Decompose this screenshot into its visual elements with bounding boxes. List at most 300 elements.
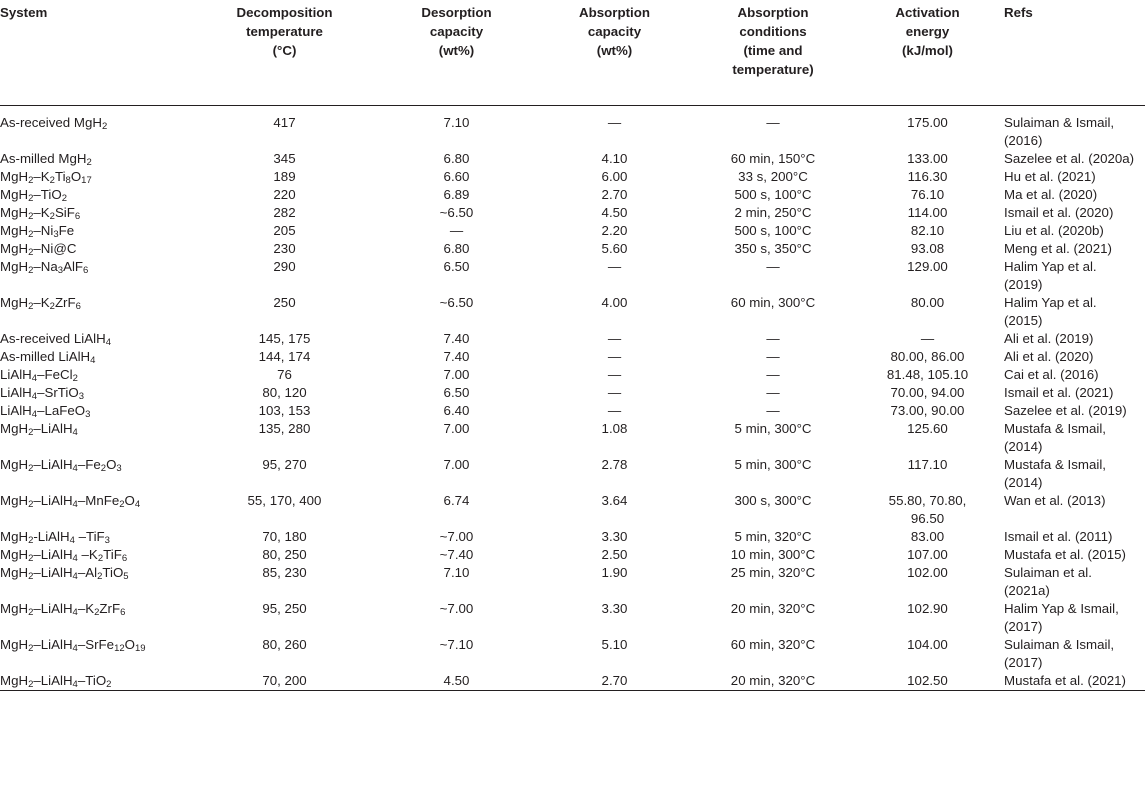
cell-absorption-conditions: 500 s, 100°C bbox=[734, 222, 812, 238]
formula-subscript: 2 bbox=[49, 174, 55, 186]
cell-reference bbox=[996, 384, 1145, 402]
cell-system bbox=[0, 258, 198, 294]
formula-subscript: 4 bbox=[72, 498, 78, 510]
formula-text: As-received LiAlH bbox=[0, 330, 106, 346]
formula-text: O bbox=[106, 456, 117, 472]
formula-subscript: 19 bbox=[134, 642, 146, 654]
formula-subscript: 3 bbox=[53, 228, 59, 240]
formula-text: MgH bbox=[0, 186, 29, 202]
cell-line: (2021a) bbox=[1004, 582, 1050, 598]
formula-subscript: 2 bbox=[28, 552, 34, 564]
formula-subscript: 2 bbox=[28, 264, 34, 276]
formula-text: MgH bbox=[0, 258, 29, 274]
formula-text: –LiAlH bbox=[33, 672, 73, 688]
cell-decomposition-temperature: 76 bbox=[277, 366, 292, 382]
cell-desorption-capacity: 7.40 bbox=[443, 348, 470, 364]
formula-text: Fe bbox=[58, 222, 75, 238]
cell-decomposition-temperature: 145, 175 bbox=[258, 330, 311, 346]
formula-text: –LiAlH bbox=[33, 564, 73, 580]
formula-subscript: 4 bbox=[72, 678, 78, 690]
cell-line: — bbox=[920, 330, 935, 346]
formula-text: –Na bbox=[33, 258, 58, 274]
header-line: energy bbox=[905, 24, 950, 39]
cell-reference bbox=[996, 402, 1145, 420]
cell-reference bbox=[996, 564, 1145, 600]
cell-line: 117.10 bbox=[907, 456, 948, 472]
formula-text: ZrF bbox=[54, 294, 76, 310]
header-line: (°C) bbox=[272, 43, 297, 58]
cell-activation-energy bbox=[859, 240, 996, 258]
cell-line: Ismail et al. (2011) bbox=[1004, 528, 1113, 544]
formula-text: –K bbox=[33, 294, 50, 310]
cell-reference bbox=[996, 546, 1145, 564]
formula-text: O bbox=[70, 168, 82, 184]
formula-subscript: 4 bbox=[134, 498, 141, 510]
cell-absorption-capacity: 5.10 bbox=[601, 636, 628, 652]
table-row bbox=[0, 600, 1145, 636]
cell-system bbox=[0, 384, 198, 402]
cell-line: 102.50 bbox=[907, 672, 948, 688]
cell-activation-energy bbox=[859, 672, 996, 691]
cell-absorption-conditions: 60 min, 150°C bbox=[730, 150, 816, 166]
cell-absorption-capacity: — bbox=[607, 258, 622, 274]
cell-decomposition-temperature: 80, 250 bbox=[262, 546, 307, 562]
cell-activation-energy bbox=[859, 564, 996, 600]
cell-activation-energy bbox=[859, 258, 996, 294]
cell-line: 81.48, 105.10 bbox=[886, 366, 969, 382]
cell-desorption-capacity: 6.40 bbox=[443, 402, 470, 418]
cell-line: Halim Yap et al. bbox=[1004, 294, 1097, 310]
cell-line: 80.00, 86.00 bbox=[890, 348, 965, 364]
cell-decomposition-temperature: 80, 260 bbox=[262, 636, 307, 652]
formula-text: –Fe bbox=[77, 456, 101, 472]
cell-line: 116.30 bbox=[907, 168, 948, 184]
header-desorption bbox=[371, 0, 542, 105]
formula-subscript: 2 bbox=[28, 210, 34, 222]
table-row bbox=[0, 546, 1145, 564]
formula-text: -LiAlH bbox=[33, 528, 70, 544]
cell-absorption-conditions: — bbox=[766, 366, 780, 382]
table-row bbox=[0, 636, 1145, 672]
formula-subscript: 2 bbox=[72, 372, 78, 384]
cell-reference bbox=[996, 600, 1145, 636]
cell-line: 93.08 bbox=[910, 240, 945, 256]
formula-subscript: 6 bbox=[75, 300, 81, 312]
formula-subscript: 2 bbox=[94, 606, 100, 618]
cell-reference bbox=[996, 222, 1145, 240]
table-row bbox=[0, 330, 1145, 348]
table-row bbox=[0, 222, 1145, 240]
table-row bbox=[0, 672, 1145, 691]
formula-text: LiAlH bbox=[0, 402, 32, 418]
formula-subscript: 3 bbox=[57, 264, 64, 276]
cell-decomposition-temperature: 85, 230 bbox=[262, 564, 307, 580]
cell-absorption-conditions: 5 min, 300°C bbox=[734, 420, 812, 436]
cell-line: 70.00, 94.00 bbox=[890, 384, 965, 400]
cell-line: Sulaiman et al. bbox=[1004, 564, 1092, 580]
cell-reference bbox=[996, 492, 1145, 528]
cell-decomposition-temperature: 70, 200 bbox=[262, 672, 307, 688]
cell-absorption-conditions: 10 min, 300°C bbox=[730, 546, 816, 562]
formula-subscript: 3 bbox=[85, 408, 91, 420]
table-row bbox=[0, 294, 1145, 330]
cell-absorption-conditions: — bbox=[766, 348, 780, 364]
table-row bbox=[0, 366, 1145, 384]
cell-activation-energy bbox=[859, 105, 996, 150]
cell-decomposition-temperature: 205 bbox=[273, 222, 296, 238]
formula-subscript: 2 bbox=[28, 606, 34, 618]
header-line: (kJ/mol) bbox=[902, 43, 953, 58]
formula-text: –K bbox=[33, 168, 50, 184]
cell-line: 107.00 bbox=[907, 546, 948, 562]
header-line: (wt%) bbox=[438, 43, 475, 58]
formula-text: –TiO bbox=[33, 186, 62, 202]
cell-system bbox=[0, 348, 198, 366]
formula-text: MgH bbox=[0, 168, 29, 184]
formula-text: –LiAlH bbox=[33, 546, 73, 562]
formula-text: As-milled MgH bbox=[0, 150, 87, 166]
formula-text: –K bbox=[33, 204, 50, 220]
header-line: Desorption bbox=[421, 5, 492, 20]
cell-line: 55.80, 70.80, bbox=[888, 492, 967, 508]
cell-activation-energy bbox=[859, 402, 996, 420]
formula-text: MgH bbox=[0, 528, 29, 544]
cell-line: Ma et al. (2020) bbox=[1004, 186, 1098, 202]
cell-system bbox=[0, 294, 198, 330]
cell-system bbox=[0, 204, 198, 222]
formula-subscript: 2 bbox=[49, 300, 55, 312]
cell-decomposition-temperature: 135, 280 bbox=[258, 420, 311, 436]
cell-absorption-capacity: 3.30 bbox=[601, 528, 628, 544]
formula-text: AlF bbox=[63, 258, 84, 274]
formula-text: MgH bbox=[0, 420, 29, 436]
cell-system bbox=[0, 402, 198, 420]
cell-decomposition-temperature: 95, 270 bbox=[262, 456, 307, 472]
formula-text: TiF bbox=[103, 546, 122, 562]
formula-subscript: 3 bbox=[78, 390, 84, 402]
cell-absorption-capacity: 2.50 bbox=[601, 546, 628, 562]
cell-system bbox=[0, 240, 198, 258]
table-row bbox=[0, 528, 1145, 546]
cell-absorption-capacity: 4.50 bbox=[601, 204, 628, 220]
formula-text: LiAlH bbox=[0, 384, 32, 400]
cell-line: Mustafa & Ismail, bbox=[1004, 456, 1106, 472]
cell-activation-energy bbox=[859, 222, 996, 240]
cell-absorption-capacity: 1.90 bbox=[601, 564, 628, 580]
formula-subscript: 2 bbox=[106, 678, 112, 690]
table-row bbox=[0, 402, 1145, 420]
cell-reference bbox=[996, 204, 1145, 222]
cell-desorption-capacity: 7.00 bbox=[443, 366, 470, 382]
cell-activation-energy bbox=[859, 186, 996, 204]
cell-absorption-capacity: — bbox=[607, 330, 622, 346]
cell-line: 96.50 bbox=[910, 510, 945, 526]
formula-text: –Al bbox=[77, 564, 98, 580]
cell-decomposition-temperature: 189 bbox=[273, 168, 296, 184]
cell-absorption-conditions: 20 min, 320°C bbox=[730, 600, 816, 616]
cell-desorption-capacity: 6.80 bbox=[443, 150, 470, 166]
cell-desorption-capacity: 6.50 bbox=[443, 384, 470, 400]
cell-reference bbox=[996, 672, 1145, 691]
header-line: Activation bbox=[895, 5, 960, 20]
cell-decomposition-temperature: 345 bbox=[273, 150, 296, 166]
cell-line: Halim Yap et al. bbox=[1004, 258, 1097, 274]
cell-reference bbox=[996, 105, 1145, 150]
cell-absorption-capacity: 4.10 bbox=[601, 150, 628, 166]
cell-absorption-conditions: — bbox=[766, 114, 780, 130]
formula-subscript: 12 bbox=[114, 642, 125, 654]
formula-text: MgH bbox=[0, 240, 29, 256]
cell-system bbox=[0, 105, 198, 150]
cell-decomposition-temperature: 250 bbox=[273, 294, 296, 310]
cell-desorption-capacity: 7.10 bbox=[443, 114, 470, 130]
cell-absorption-conditions: — bbox=[766, 330, 780, 346]
cell-line: Sulaiman & Ismail, bbox=[1004, 114, 1115, 130]
formula-subscript: 2 bbox=[28, 228, 34, 240]
cell-line: 133.00 bbox=[907, 150, 948, 166]
formula-text: –LaFeO bbox=[37, 402, 86, 418]
formula-subscript: 2 bbox=[28, 570, 34, 582]
formula-subscript: 2 bbox=[61, 192, 67, 204]
table-row bbox=[0, 384, 1145, 402]
cell-system bbox=[0, 420, 198, 456]
cell-line: Ismail et al. (2020) bbox=[1004, 204, 1114, 220]
cell-reference bbox=[996, 294, 1145, 330]
cell-absorption-conditions: 60 min, 300°C bbox=[730, 294, 816, 310]
cell-reference bbox=[996, 240, 1145, 258]
formula-text: –LiAlH bbox=[33, 600, 73, 616]
cell-line: 82.10 bbox=[910, 222, 945, 238]
header-line: capacity bbox=[429, 24, 484, 39]
formula-text: SiF bbox=[54, 204, 75, 220]
formula-text: –LiAlH bbox=[33, 420, 73, 436]
formula-subscript: 2 bbox=[28, 534, 34, 546]
formula-subscript: 4 bbox=[72, 462, 78, 474]
cell-activation-energy bbox=[859, 294, 996, 330]
cell-absorption-conditions: — bbox=[766, 258, 780, 274]
formula-text: MgH bbox=[0, 294, 29, 310]
header-conditions bbox=[687, 0, 859, 105]
cell-decomposition-temperature: 220 bbox=[273, 186, 296, 202]
cell-desorption-capacity: 6.89 bbox=[443, 186, 470, 202]
cell-absorption-capacity: 5.60 bbox=[601, 240, 628, 256]
cell-activation-energy bbox=[859, 366, 996, 384]
cell-desorption-capacity: 4.50 bbox=[443, 672, 470, 688]
cell-system bbox=[0, 222, 198, 240]
formula-text: –LiAlH bbox=[33, 636, 73, 652]
header-refs: Refs bbox=[1004, 5, 1033, 20]
cell-line: Cai et al. (2016) bbox=[1004, 366, 1099, 382]
formula-text: –LiAlH bbox=[33, 492, 73, 508]
header-row bbox=[0, 0, 1145, 105]
cell-absorption-conditions: 500 s, 100°C bbox=[734, 186, 812, 202]
cell-decomposition-temperature: 70, 180 bbox=[262, 528, 307, 544]
cell-decomposition-temperature: 230 bbox=[273, 240, 296, 256]
cell-desorption-capacity: — bbox=[449, 222, 464, 238]
cell-activation-energy bbox=[859, 348, 996, 366]
formula-subscript: 2 bbox=[100, 462, 107, 474]
cell-absorption-capacity: — bbox=[607, 366, 622, 382]
formula-subscript: 2 bbox=[28, 174, 34, 186]
cell-system bbox=[0, 600, 198, 636]
cell-absorption-capacity: 3.64 bbox=[601, 492, 628, 508]
cell-line: Liu et al. (2020b) bbox=[1004, 222, 1104, 238]
table-row bbox=[0, 204, 1145, 222]
formula-text: –SrFe bbox=[77, 636, 115, 652]
cell-activation-energy bbox=[859, 546, 996, 564]
cell-line: 73.00, 90.00 bbox=[890, 402, 965, 418]
cell-absorption-conditions: 300 s, 300°C bbox=[734, 492, 812, 508]
formula-text: –SrTiO bbox=[37, 384, 79, 400]
cell-line: (2016) bbox=[1004, 132, 1043, 148]
cell-system bbox=[0, 636, 198, 672]
formula-text: –Ni bbox=[33, 222, 54, 238]
cell-activation-energy bbox=[859, 600, 996, 636]
header-line: (wt%) bbox=[596, 43, 633, 58]
formula-subscript: 4 bbox=[31, 408, 38, 420]
table-row bbox=[0, 492, 1145, 528]
formula-subscript: 2 bbox=[97, 552, 104, 564]
cell-decomposition-temperature: 80, 120 bbox=[262, 384, 307, 400]
cell-desorption-capacity: 7.00 bbox=[443, 420, 470, 436]
header-line: capacity bbox=[587, 24, 642, 39]
table-row bbox=[0, 420, 1145, 456]
cell-decomposition-temperature: 417 bbox=[273, 114, 296, 130]
table-row bbox=[0, 105, 1145, 150]
formula-text: O bbox=[124, 492, 135, 508]
formula-subscript: 8 bbox=[65, 174, 71, 186]
cell-desorption-capacity: ~6.50 bbox=[439, 204, 474, 220]
cell-line: 175.00 bbox=[907, 114, 948, 130]
cell-system bbox=[0, 564, 198, 600]
formula-subscript: 17 bbox=[81, 174, 92, 186]
formula-text: As-milled LiAlH bbox=[0, 348, 91, 364]
formula-text: ZrF bbox=[99, 600, 121, 616]
cell-desorption-capacity: 7.40 bbox=[443, 330, 470, 346]
cell-reference bbox=[996, 366, 1145, 384]
formula-subscript: 5 bbox=[123, 570, 129, 582]
formula-subscript: 2 bbox=[49, 210, 55, 222]
header-line: Absorption bbox=[579, 5, 650, 20]
formula-subscript: 3 bbox=[116, 462, 122, 474]
formula-subscript: 2 bbox=[86, 156, 92, 168]
cell-line: Mustafa et al. (2021) bbox=[1004, 672, 1126, 688]
cell-absorption-capacity: 1.08 bbox=[601, 420, 628, 436]
formula-subscript: 2 bbox=[28, 462, 34, 474]
cell-reference bbox=[996, 636, 1145, 672]
cell-line: Halim Yap & Ismail, bbox=[1004, 600, 1119, 616]
formula-subscript: 4 bbox=[31, 390, 38, 402]
cell-absorption-conditions: 2 min, 250°C bbox=[734, 204, 812, 220]
cell-reference bbox=[996, 168, 1145, 186]
cell-desorption-capacity: 6.60 bbox=[443, 168, 470, 184]
header-line: conditions bbox=[739, 24, 807, 39]
formula-text: MgH bbox=[0, 546, 29, 562]
cell-absorption-capacity: — bbox=[607, 348, 622, 364]
cell-activation-energy bbox=[859, 384, 996, 402]
cell-activation-energy bbox=[859, 168, 996, 186]
cell-activation-energy bbox=[859, 330, 996, 348]
cell-reference bbox=[996, 186, 1145, 204]
cell-desorption-capacity: ~7.40 bbox=[439, 546, 474, 562]
cell-desorption-capacity: ~7.00 bbox=[439, 528, 474, 544]
cell-absorption-capacity: 2.70 bbox=[601, 186, 628, 202]
cell-line: Mustafa & Ismail, bbox=[1004, 420, 1106, 436]
cell-absorption-capacity: 2.70 bbox=[601, 672, 628, 688]
cell-absorption-capacity: 2.20 bbox=[601, 222, 628, 238]
formula-subscript: 2 bbox=[28, 246, 34, 258]
table-row bbox=[0, 168, 1145, 186]
formula-subscript: 4 bbox=[72, 426, 78, 438]
cell-desorption-capacity: 7.10 bbox=[443, 564, 470, 580]
cell-desorption-capacity: ~7.10 bbox=[439, 636, 474, 652]
formula-text: MgH bbox=[0, 600, 29, 616]
header-absorption bbox=[542, 0, 687, 105]
cell-line: Wan et al. (2013) bbox=[1004, 492, 1106, 508]
cell-absorption-capacity: — bbox=[607, 384, 622, 400]
formula-subscript: 2 bbox=[97, 570, 103, 582]
formula-subscript: 4 bbox=[72, 642, 78, 654]
cell-absorption-conditions: 5 min, 320°C bbox=[734, 528, 812, 544]
formula-text: Ti bbox=[54, 168, 66, 184]
cell-absorption-conditions: 20 min, 320°C bbox=[730, 672, 816, 688]
cell-absorption-conditions: 33 s, 200°C bbox=[738, 168, 808, 184]
formula-text: MgH bbox=[0, 564, 29, 580]
cell-desorption-capacity: 6.74 bbox=[443, 492, 470, 508]
formula-subscript: 2 bbox=[28, 300, 34, 312]
cell-line: 114.00 bbox=[907, 204, 948, 220]
header-decomposition bbox=[198, 0, 371, 105]
cell-line: 102.90 bbox=[907, 600, 948, 616]
cell-reference bbox=[996, 456, 1145, 492]
formula-text: MgH bbox=[0, 222, 29, 238]
cell-absorption-capacity: — bbox=[607, 114, 622, 130]
cell-line: Ismail et al. (2021) bbox=[1004, 384, 1114, 400]
cell-line: 76.10 bbox=[910, 186, 945, 202]
cell-absorption-conditions: — bbox=[766, 384, 780, 400]
table-row bbox=[0, 456, 1145, 492]
cell-line: (2019) bbox=[1004, 276, 1043, 292]
cell-desorption-capacity: ~6.50 bbox=[439, 294, 474, 310]
formula-text: MgH bbox=[0, 204, 29, 220]
cell-decomposition-temperature: 282 bbox=[273, 204, 296, 220]
header-line: temperature bbox=[246, 24, 323, 39]
cell-absorption-capacity: — bbox=[607, 402, 622, 418]
formula-text: –K bbox=[77, 600, 95, 616]
formula-subscript: 6 bbox=[120, 606, 126, 618]
table-body bbox=[0, 105, 1145, 690]
cell-absorption-conditions: 350 s, 350°C bbox=[734, 240, 812, 256]
formula-subscript: 4 bbox=[72, 570, 78, 582]
cell-system bbox=[0, 150, 198, 168]
cell-reference bbox=[996, 150, 1145, 168]
table-row bbox=[0, 150, 1145, 168]
cell-absorption-conditions: 25 min, 320°C bbox=[730, 564, 816, 580]
cell-reference bbox=[996, 330, 1145, 348]
formula-text: TiO bbox=[102, 564, 124, 580]
formula-subscript: 6 bbox=[83, 264, 89, 276]
table-row bbox=[0, 258, 1145, 294]
cell-system bbox=[0, 186, 198, 204]
cell-system bbox=[0, 546, 198, 564]
formula-subscript: 2 bbox=[28, 192, 34, 204]
formula-text: MgH bbox=[0, 636, 29, 652]
cell-system bbox=[0, 456, 198, 492]
cell-line: (2017) bbox=[1004, 618, 1043, 634]
header-line: temperature) bbox=[732, 62, 814, 77]
cell-line: (2014) bbox=[1004, 438, 1043, 454]
cell-line: Sazelee et al. (2019) bbox=[1004, 402, 1127, 418]
